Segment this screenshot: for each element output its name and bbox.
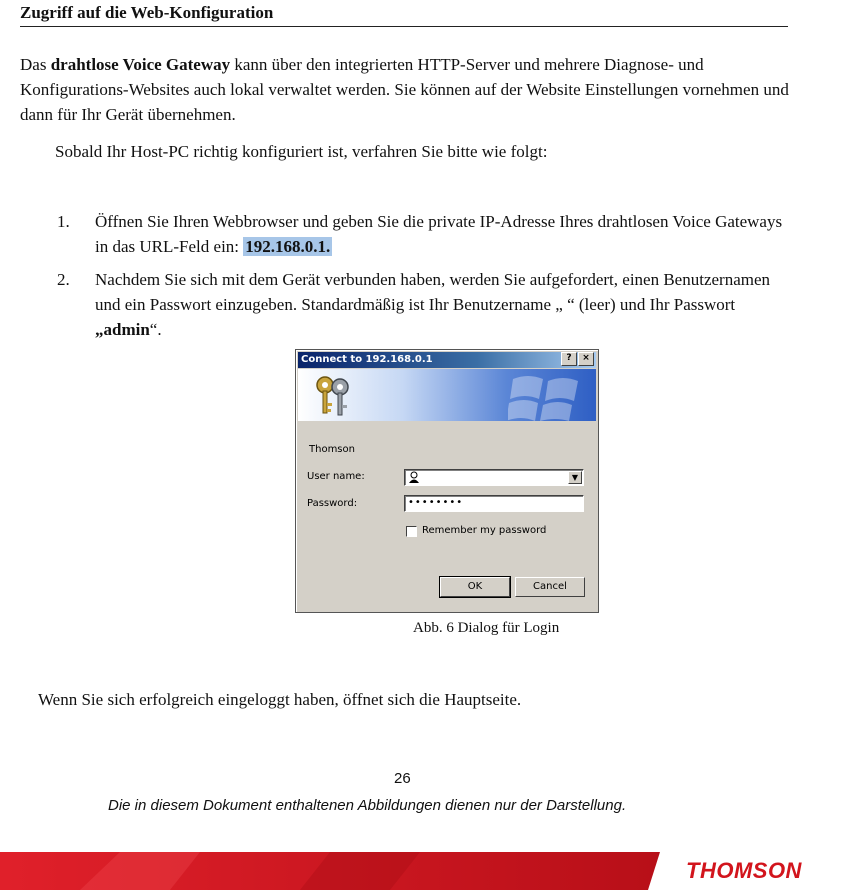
step-tail: “. [149,320,162,339]
steps-list [55,209,795,350]
cancel-button[interactable]: Cancel [515,577,585,597]
dialog-banner [298,369,596,421]
windows-watermark-icon [508,371,588,421]
password-label: Password: [307,498,358,509]
remember-checkbox[interactable] [406,526,417,537]
username-label: User name: [307,471,365,482]
after-login-text: Wenn Sie sich erfolgreich eingeloggt haben, öffnet sich die Hauptseite. [38,690,522,709]
lead-text: Sobald Ihr Host-PC richtig konfiguriert ist, verfahren Sie bitte wie folgt: [55,142,548,161]
step-item-1 [55,209,795,259]
user-icon [408,471,420,484]
close-button[interactable]: × [578,352,594,366]
page-number: 26 [394,770,411,787]
remember-label: Remember my password [422,525,547,536]
figure-caption: Abb. 6 Dialog für Login [413,620,560,636]
intro-paragraph [20,52,800,127]
login-dialog [295,349,599,613]
step-text: Öffnen Sie Ihren Webbrowser und geben Sie die private IP-Adresse Ihres drahtlosen Voice Gateways in das URL-Feld ein: [95,212,783,256]
step-number: 1. [57,212,70,231]
product-name: drahtlose Voice Gateway [50,55,231,74]
realm-label: Thomson [309,444,355,455]
section-heading: Zugriff auf die Web-Konfiguration [20,3,788,27]
username-combobox[interactable] [404,469,584,486]
intro-text-end: kann über den integrierten HTTP-Server und mehrere Diagnose- und Konfigurations-Websites auch lokal verwaltet werden. Sie können auf der Website Einstellungen vornehmen und dann für Ihr Gerät übernehmen. [20,55,789,124]
ok-button[interactable]: OK [440,577,510,597]
ip-address: 192.168.0.1. [245,237,331,256]
dialog-titlebar [298,352,596,368]
thomson-logo: THOMSON [686,858,802,883]
password-field[interactable]: •••••••• [404,495,584,512]
help-button[interactable]: ? [561,352,577,366]
chevron-down-icon[interactable]: ▼ [568,471,582,484]
step-item-2 [55,267,795,342]
step-text: Nachdem Sie sich mit dem Gerät verbunden haben, werden Sie aufgefordert, einen Benutzernamen und ein Passwort einzugeben. Standardmäßig ist Ihr Benutzername „ “ (leer) und Ihr Passwort [95,270,771,314]
dialog-title: Connect to 192.168.0.1 [301,354,433,365]
keys-icon [312,373,356,417]
disclaimer: Die in diesem Dokument enthaltenen Abbildungen dienen nur der Darstellung. [108,797,627,814]
step-number: 2. [57,270,70,289]
intro-text-start: Das [20,55,51,74]
default-password: „admin [95,320,150,339]
